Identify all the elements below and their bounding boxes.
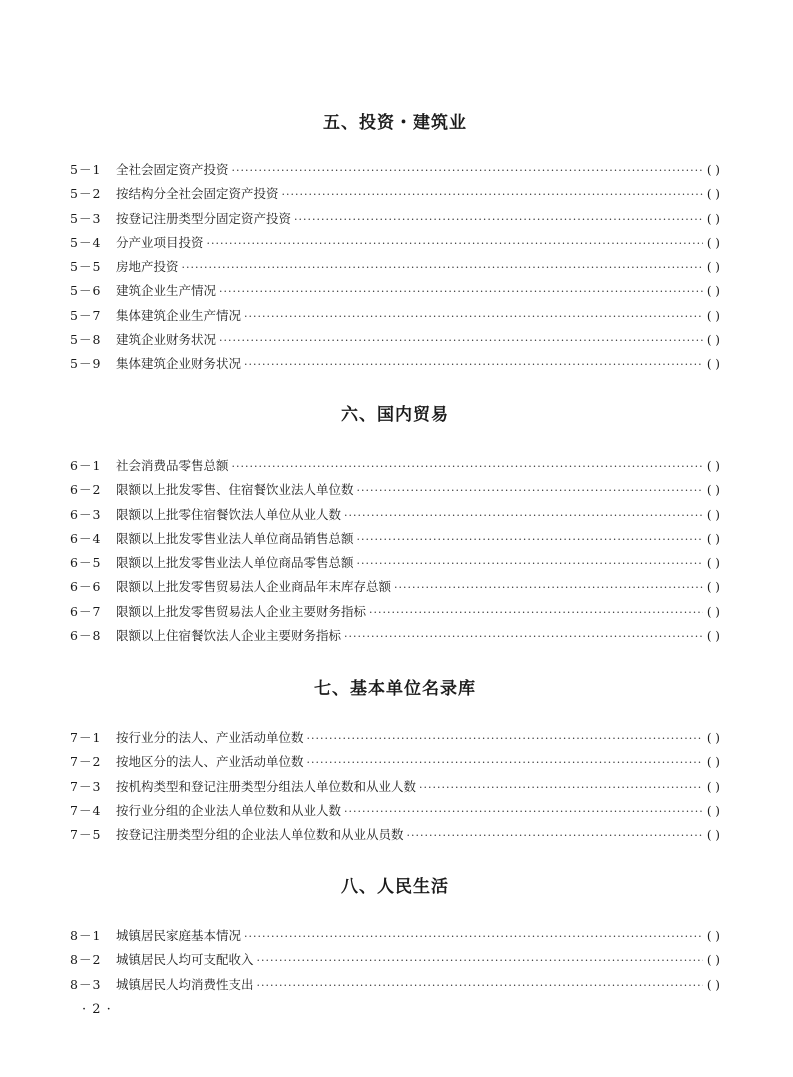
dot-leader [344, 625, 703, 649]
entry-number: 5－8 [70, 332, 102, 348]
entry-page: ( ) [706, 604, 720, 619]
entry-page: ( ) [706, 459, 720, 473]
toc-entry[interactable] [70, 231, 720, 255]
toc-list [70, 726, 720, 847]
entry-number: 5－5 [70, 259, 102, 275]
entry-page: ( ) [706, 953, 720, 968]
toc-entry[interactable] [70, 279, 720, 303]
entry-title: 限额以上批发零售、住宿餐饮业法人单位数 [116, 482, 354, 498]
entry-page: ( ) [706, 779, 720, 794]
toc-entry[interactable] [70, 973, 720, 997]
dot-leader [344, 504, 703, 528]
dot-leader [257, 949, 703, 973]
entry-page: ( ) [706, 211, 720, 226]
dot-leader [232, 159, 703, 183]
toc-section-people-livelihood [70, 874, 720, 997]
dot-leader [244, 305, 703, 329]
entry-number: 5－7 [70, 307, 102, 323]
toc-entry[interactable] [70, 799, 720, 823]
dot-leader [307, 751, 703, 775]
section-title: 五、投资・建筑业 [323, 113, 467, 133]
toc-entry[interactable] [70, 454, 720, 478]
entry-number: 5－4 [70, 234, 102, 250]
toc-entry[interactable] [70, 600, 720, 624]
dot-leader [244, 925, 703, 949]
entry-page: ( ) [706, 977, 720, 992]
entry-page: ( ) [706, 357, 720, 372]
dot-leader [182, 256, 703, 280]
toc-entry[interactable] [70, 775, 720, 799]
entry-number: 6－2 [70, 482, 102, 498]
toc-section-investment-construction [70, 110, 720, 377]
entry-page: ( ) [706, 556, 720, 571]
entry-number: 6－8 [70, 628, 102, 644]
entry-number: 5－6 [70, 283, 102, 299]
entry-page: ( ) [706, 163, 720, 177]
toc-entry[interactable] [70, 575, 720, 599]
entry-number: 7－5 [70, 827, 102, 843]
entry-number: 8－2 [70, 952, 102, 968]
entry-title: 限额以上批发零售业法人单位商品销售总额 [116, 530, 354, 546]
dot-leader [219, 329, 703, 353]
toc-entry[interactable] [70, 158, 720, 182]
toc-entry[interactable] [70, 503, 720, 527]
entry-title: 限额以上批发零售业法人单位商品零售总额 [116, 555, 354, 571]
dot-leader [207, 232, 703, 256]
entry-title: 社会消费品零售总额 [116, 458, 229, 473]
entry-title: 房地产投资 [116, 259, 179, 275]
toc-entry[interactable] [70, 207, 720, 231]
entry-title: 全社会固定资产投资 [116, 162, 229, 177]
page-number: · 2 · [82, 1002, 112, 1017]
toc-list [70, 454, 720, 648]
dot-leader [219, 280, 703, 304]
toc-entry[interactable] [70, 924, 720, 948]
entry-page: ( ) [706, 580, 720, 595]
entry-page: ( ) [706, 260, 720, 275]
entry-title: 分产业项目投资 [116, 234, 204, 250]
entry-number: 8－3 [70, 976, 102, 992]
entry-title: 城镇居民人均消费性支出 [116, 976, 254, 992]
entry-number: 6－3 [70, 506, 102, 522]
dot-leader [369, 601, 703, 625]
entry-page: ( ) [706, 929, 720, 943]
entry-page: ( ) [706, 483, 720, 498]
entry-number: 7－1 [70, 730, 102, 745]
entry-page: ( ) [706, 284, 720, 299]
toc-list [70, 158, 720, 377]
entry-title: 按结构分全社会固定资产投资 [116, 186, 279, 202]
entry-title: 城镇居民人均可支配收入 [116, 952, 254, 968]
toc-entry[interactable] [70, 478, 720, 502]
entry-number: 6－5 [70, 555, 102, 571]
entry-page: ( ) [706, 803, 720, 818]
entry-title: 按登记注册类型分固定资产投资 [116, 210, 292, 226]
entry-number: 7－3 [70, 778, 102, 794]
entry-number: 6－4 [70, 530, 102, 546]
entry-page: ( ) [706, 828, 720, 843]
toc-entry[interactable] [70, 527, 720, 551]
dot-leader [257, 974, 703, 998]
dot-leader [282, 183, 703, 207]
entry-page: ( ) [706, 308, 720, 323]
section-title: 七、基本单位名录库 [314, 679, 476, 699]
toc-entry[interactable] [70, 182, 720, 206]
entry-page: ( ) [706, 531, 720, 546]
entry-page: ( ) [706, 731, 720, 745]
entry-title: 集体建筑企业财务状况 [116, 356, 242, 372]
entry-number: 6－7 [70, 603, 102, 619]
entry-title: 按地区分的法人、产业活动单位数 [116, 754, 304, 770]
toc-entry[interactable] [70, 948, 720, 972]
entry-title: 限额以上批零住宿餐饮法人单位从业人数 [116, 506, 342, 522]
entry-title: 建筑企业财务状况 [116, 332, 217, 348]
dot-leader [307, 727, 703, 751]
entry-title: 按行业分的法人、产业活动单位数 [116, 730, 304, 745]
toc-entry[interactable] [70, 624, 720, 648]
dot-leader [419, 776, 703, 800]
entry-number: 5－2 [70, 186, 102, 202]
dot-leader [357, 479, 703, 503]
entry-title: 按行业分组的企业法人单位数和从业人数 [116, 802, 342, 818]
dot-leader [232, 455, 703, 479]
toc-entry[interactable] [70, 255, 720, 279]
toc-entry[interactable] [70, 352, 720, 376]
entry-title: 集体建筑企业生产情况 [116, 307, 242, 323]
entry-title: 城镇居民家庭基本情况 [116, 928, 242, 943]
toc-entry[interactable] [70, 823, 720, 847]
entry-title: 按机构类型和登记注册类型分组法人单位数和从业人数 [116, 778, 417, 794]
entry-number: 7－4 [70, 802, 102, 818]
entry-title: 限额以上批发零售贸易法人企业主要财务指标 [116, 603, 367, 619]
dot-leader [357, 528, 703, 552]
toc-section-basic-unit-directory [70, 676, 720, 847]
dot-leader [407, 824, 703, 848]
entry-title: 限额以上住宿餐饮法人企业主要财务指标 [116, 628, 342, 644]
entry-page: ( ) [706, 333, 720, 348]
dot-leader [344, 800, 703, 824]
dot-leader [244, 353, 703, 377]
toc-entry[interactable] [70, 750, 720, 774]
dot-leader [357, 552, 703, 576]
entry-page: ( ) [706, 507, 720, 522]
entry-page: ( ) [706, 629, 720, 644]
entry-number: 5－3 [70, 210, 102, 226]
toc-section-domestic-trade [70, 402, 720, 648]
entry-number: 5－9 [70, 356, 102, 372]
toc-list [70, 924, 720, 997]
section-title: 六、国内贸易 [341, 405, 449, 425]
entry-title: 建筑企业生产情况 [116, 283, 217, 299]
section-title: 八、人民生活 [341, 877, 449, 897]
entry-number: 6－6 [70, 579, 102, 595]
entry-page: ( ) [706, 755, 720, 770]
toc-entry[interactable] [70, 304, 720, 328]
dot-leader [294, 208, 703, 232]
entry-page: ( ) [706, 187, 720, 202]
toc-entry[interactable] [70, 726, 720, 750]
toc-entry[interactable] [70, 551, 720, 575]
entry-title: 限额以上批发零售贸易法人企业商品年末库存总额 [116, 579, 392, 595]
toc-entry[interactable] [70, 328, 720, 352]
entry-number: 7－2 [70, 754, 102, 770]
entry-number: 6－1 [70, 458, 102, 473]
dot-leader [394, 576, 703, 600]
entry-page: ( ) [706, 235, 720, 250]
entry-title: 按登记注册类型分组的企业法人单位数和从业从员数 [116, 827, 404, 843]
entry-number: 8－1 [70, 928, 102, 943]
entry-number: 5－1 [70, 162, 102, 177]
